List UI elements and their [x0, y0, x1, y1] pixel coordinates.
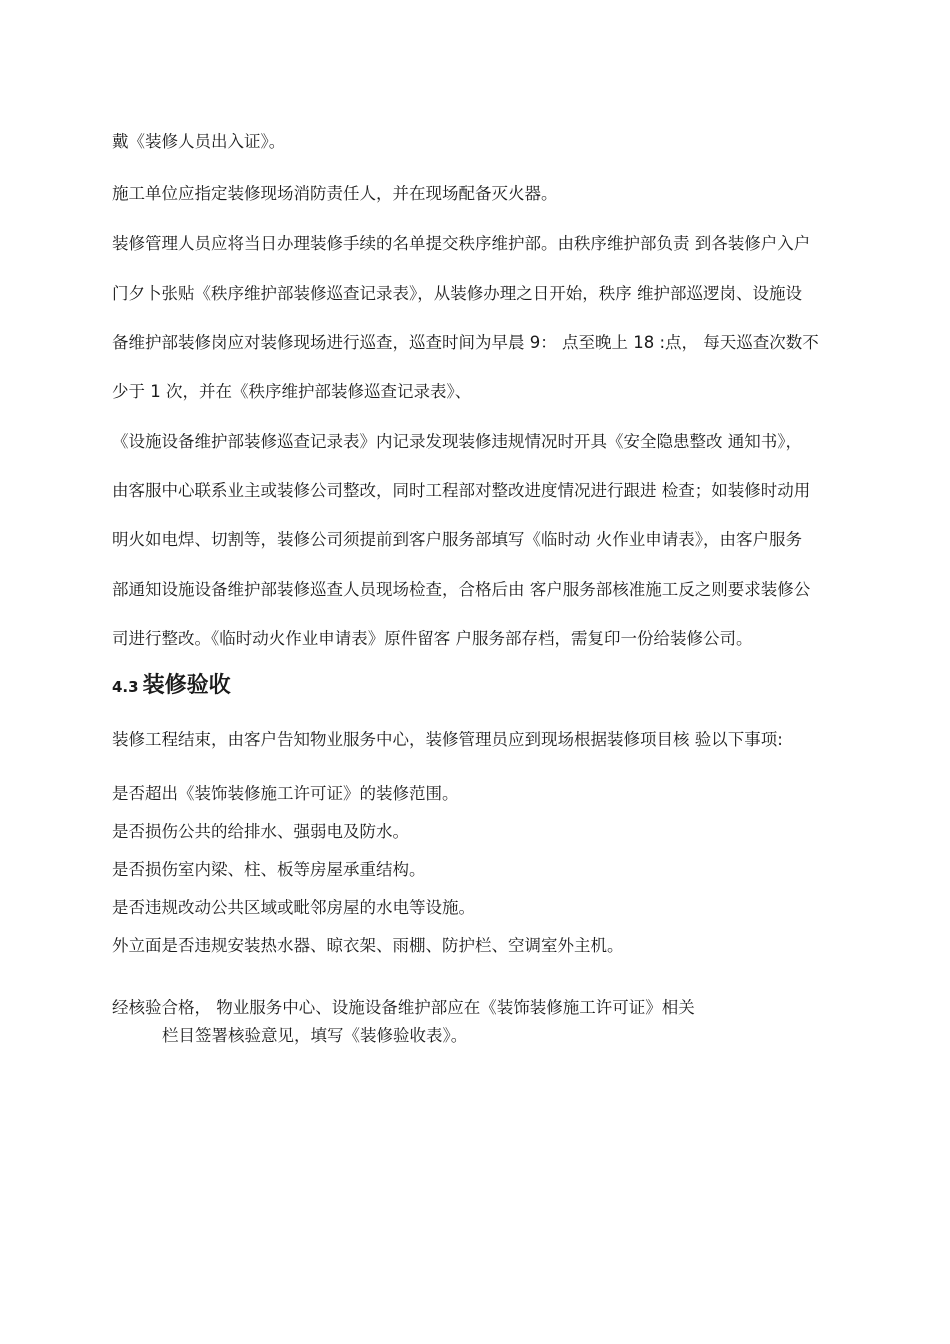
paragraph-4-line-3: 明火如电焊、切割等，装修公司须提前到客户服务部填写《临时动 火作业申请表》，由客户服务 [112, 530, 802, 549]
paragraph-3-line-4: 少于 1 次，并在《秩序维护部装修巡查记录表》、 [112, 382, 472, 401]
paragraph-3-line-1: 装修管理人员应将当日办理装修手续的名单提交秩序维护部。由秩序维护部负责 到各装修户入户 [112, 234, 811, 253]
checklist-item-3: 是否损伤室内梁、柱、板等房屋承重结构。 [112, 860, 426, 879]
paragraph-3-line-2: 门夕卜张贴《秩序维护部装修巡查记录表》，从装修办理之日开始，秩序 维护部巡逻岗、设施设 [112, 284, 802, 303]
checklist-item-4: 是否违规改动公共区域或毗邻房屋的水电等设施。 [112, 898, 475, 917]
paragraph-2-line-1: 施工单位应指定装修现场消防责任人，并在现场配备灭火器。 [112, 184, 558, 203]
section-heading [112, 672, 231, 701]
paragraph-6-line-2: 栏目签署核验意见，填写《装修验收表》。 [162, 1026, 468, 1045]
checklist-item-5: 外立面是否违规安装热水器、晾衣架、雨棚、防护栏、空调室外主机。 [112, 936, 624, 955]
paragraph-4-line-4: 部通知设施设备维护部装修巡查人员现场检查，合格后由 客户服务部核准施工反之则要求装修公 [112, 580, 811, 599]
checklist-item-2: 是否损伤公共的给排水、强弱电及防水。 [112, 822, 409, 841]
section-number: 4.3 [112, 678, 139, 696]
paragraph-6-line-1: 经核验合格， 物业服务中心、设施设备维护部应在《装饰装修施工许可证》相关 [112, 998, 695, 1017]
section-title: 装修验收 [142, 673, 231, 698]
paragraph-1-line-1: 戴《装修人员出入证》。 [112, 132, 286, 151]
paragraph-3-line-3: 备维护部装修岗应对装修现场进行巡查，巡查时间为早晨 9： 点至晚上 18 :点， 每天巡查次数不 [112, 333, 819, 352]
paragraph-4-line-2: 由客服中心联系业主或装修公司整改，同时工程部对整改进度情况进行跟进 检查；如装修时动用 [112, 481, 811, 500]
paragraph-5-line-1: 装修工程结束，由客户告知物业服务中心，装修管理员应到现场根据装修项目核 验以下事项: [112, 730, 783, 749]
paragraph-4-line-1: 《设施设备维护部装修巡查记录表》内记录发现装修违规情况时开具《安全隐患整改 通知书》， [112, 432, 802, 451]
paragraph-4-line-5: 司进行整改。《临时动火作业申请表》原件留客 户服务部存档，需复印一份给装修公司。 [112, 629, 753, 648]
checklist-item-1: 是否超出《装饰装修施工许可证》的装修范围。 [112, 784, 459, 803]
